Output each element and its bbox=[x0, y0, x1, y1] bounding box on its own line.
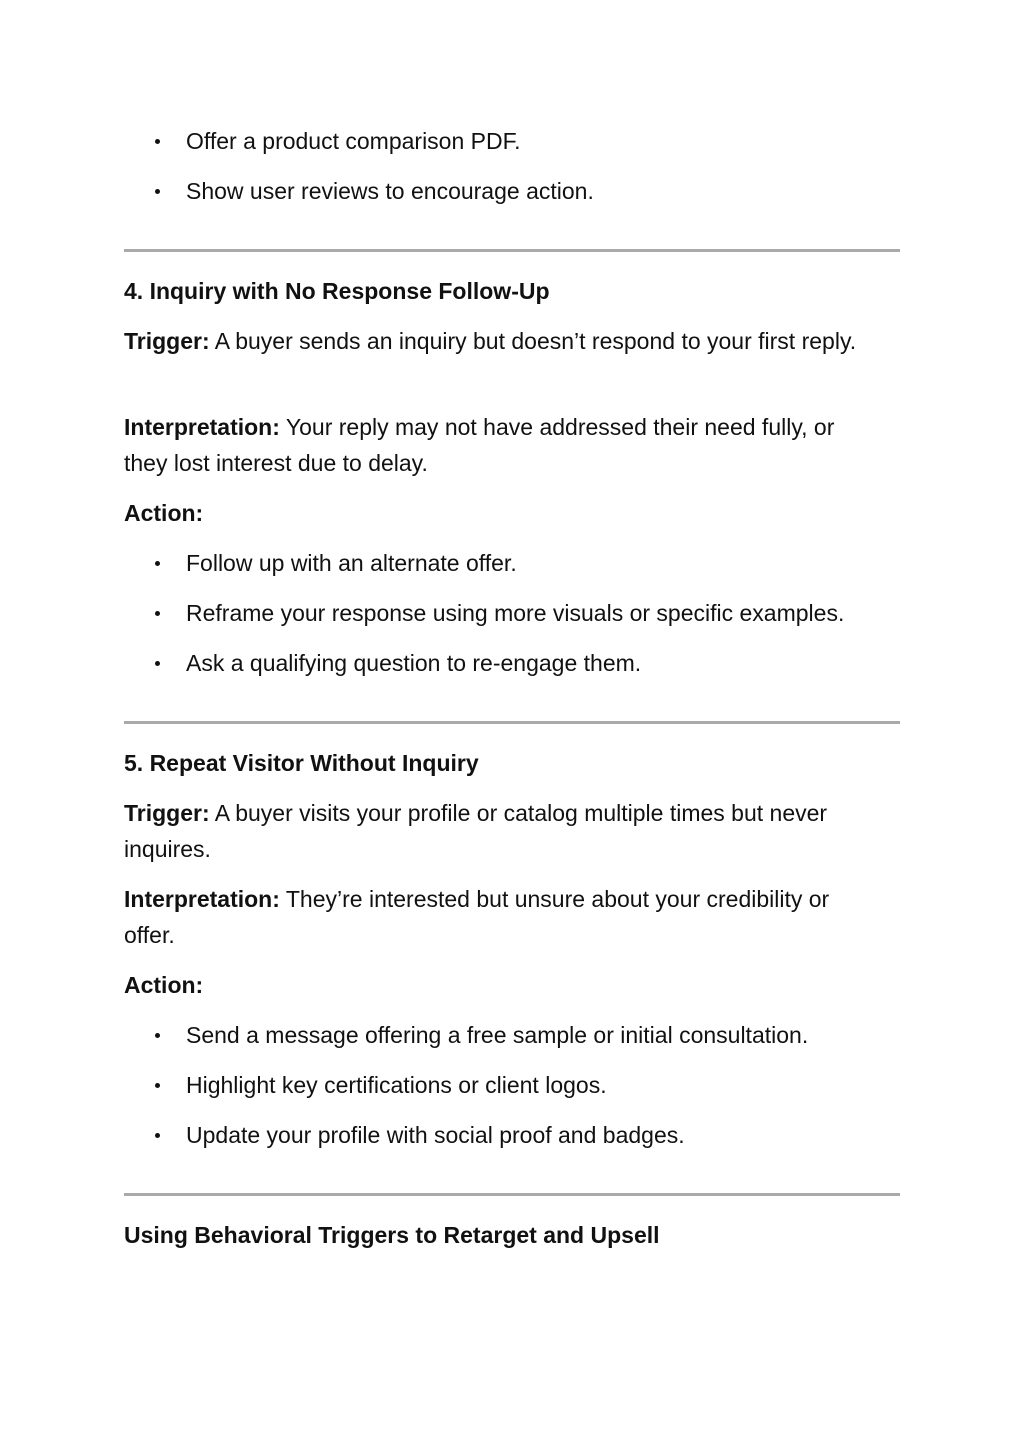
interpretation-label: Interpretation: bbox=[124, 414, 280, 440]
bullet-icon bbox=[155, 139, 160, 144]
list-item-text: Follow up with an alternate offer. bbox=[186, 550, 517, 576]
list-item-text: Show user reviews to encourage action. bbox=[186, 178, 594, 204]
trigger-text: A buyer visits your profile or catalog multiple times but never inquires. bbox=[124, 800, 828, 862]
bullet-icon bbox=[155, 661, 160, 666]
intro-bullet-list bbox=[124, 127, 594, 227]
section-divider bbox=[124, 721, 900, 724]
action-label: Action: bbox=[124, 972, 204, 998]
bullet-icon bbox=[155, 1033, 160, 1038]
bullet-icon bbox=[155, 1083, 160, 1088]
list-item-text: Offer a product comparison PDF. bbox=[186, 128, 521, 154]
list-item bbox=[124, 549, 844, 577]
bullet-icon bbox=[155, 189, 160, 194]
list-item-text: Ask a qualifying question to re-engage them. bbox=[186, 650, 642, 676]
list-item bbox=[124, 1021, 808, 1049]
list-item-text: Send a message offering a free sample or initial consultation. bbox=[186, 1022, 809, 1048]
list-item-text: Highlight key certifications or client logos. bbox=[186, 1072, 607, 1098]
bullet-icon bbox=[155, 561, 160, 566]
final-heading: Using Behavioral Triggers to Retarget and Upsell bbox=[124, 1222, 660, 1248]
list-item bbox=[124, 127, 594, 155]
bullet-icon bbox=[155, 611, 160, 616]
list-item bbox=[124, 599, 844, 627]
list-item-text: Update your profile with social proof and badges. bbox=[186, 1122, 685, 1148]
trigger-paragraph bbox=[124, 795, 900, 867]
list-item bbox=[124, 1121, 808, 1149]
interpretation-paragraph bbox=[124, 881, 884, 953]
list-item-text: Reframe your response using more visuals or specific examples. bbox=[186, 600, 845, 626]
list-item bbox=[124, 649, 844, 677]
interpretation-paragraph bbox=[124, 409, 884, 481]
action-bullet-list bbox=[124, 549, 844, 699]
list-item bbox=[124, 177, 594, 205]
interpretation-label: Interpretation: bbox=[124, 886, 280, 912]
trigger-text: A buyer sends an inquiry but doesn’t respond to your first reply. bbox=[214, 328, 857, 354]
interpretation-text: They’re interested but unsure about your credibility or offer. bbox=[124, 886, 830, 948]
interpretation-text: Your reply may not have addressed their need fully, or they lost interest due to delay. bbox=[124, 414, 835, 476]
action-label: Action: bbox=[124, 500, 204, 526]
section-heading: 5. Repeat Visitor Without Inquiry bbox=[124, 750, 479, 776]
list-item bbox=[124, 1071, 808, 1099]
section-divider bbox=[124, 249, 900, 252]
section-heading: 4. Inquiry with No Response Follow-Up bbox=[124, 278, 550, 304]
trigger-label: Trigger: bbox=[124, 800, 210, 826]
trigger-paragraph bbox=[124, 323, 874, 359]
section-divider bbox=[124, 1193, 900, 1196]
bullet-icon bbox=[155, 1133, 160, 1138]
trigger-label: Trigger: bbox=[124, 328, 210, 354]
action-bullet-list bbox=[124, 1021, 808, 1171]
